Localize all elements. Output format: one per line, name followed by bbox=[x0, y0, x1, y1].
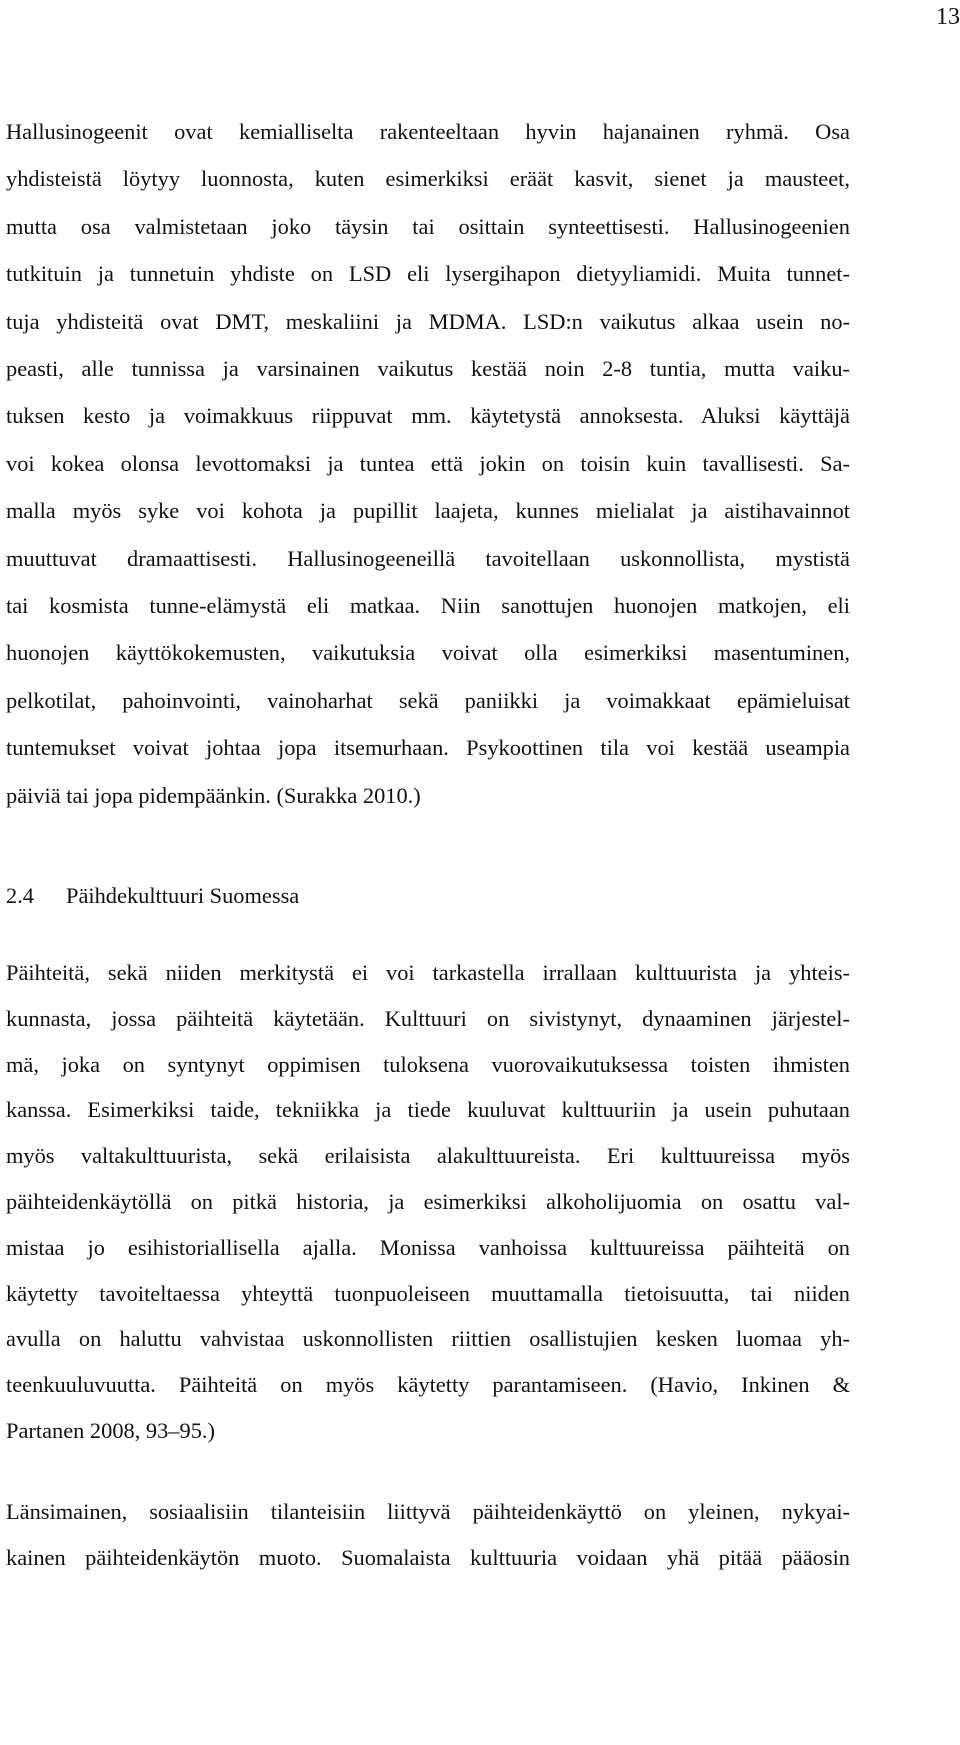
section-title: Päihdekulttuuri Suomessa bbox=[66, 883, 300, 908]
text-line: yhdisteistä löytyy luonnosta, kuten esimerkiksi eräät kasvit, sienet ja mausteet, bbox=[6, 166, 850, 192]
text-line: myös valtakulttuurista, sekä erilaisista alakulttuureista. Eri kulttuureissa myös bbox=[6, 1143, 850, 1169]
text-line: avulla on haluttu vahvistaa uskonnollisten riittien osallistujien kesken luomaa yh- bbox=[6, 1326, 850, 1352]
text-line: mistaa jo esihistoriallisella ajalla. Monissa vanhoissa kulttuureissa päihteitä on bbox=[6, 1234, 850, 1260]
text-line: kunnasta, jossa päihteitä käytetään. Kulttuuri on sivistynyt, dynaaminen järjestel- bbox=[6, 1005, 850, 1031]
text-line: päiviä tai jopa pidempäänkin. (Surakka 2010.) bbox=[6, 782, 421, 808]
text-line: malla myös syke voi kohota ja pupillit laajeta, kunnes mielialat ja aistihavainnot bbox=[6, 498, 850, 524]
text-line: tai kosmista tunne-elämystä eli matkaa. Niin sanottujen huonojen matkojen, eli bbox=[6, 593, 850, 619]
text-line: tutkituin ja tunnetuin yhdiste on LSD eli lysergihapon dietyyliamidi. Muita tunnet- bbox=[6, 261, 850, 287]
text-line: voi kokea olonsa levottomaksi ja tuntea että jokin on toisin kuin tavallisesti. Sa- bbox=[6, 450, 850, 476]
body-paragraph-3 bbox=[6, 1489, 850, 1581]
paragraph-text bbox=[6, 1489, 850, 1581]
paragraph-text bbox=[6, 950, 850, 1454]
text-line: Hallusinogeenit ovat kemialliselta rakenteeltaan hyvin hajanainen ryhmä. Osa bbox=[6, 119, 850, 144]
paragraph-text bbox=[6, 108, 850, 819]
text-line: tuntemukset voivat johtaa jopa itsemurhaan. Psykoottinen tila voi kestää useampia bbox=[6, 735, 850, 761]
text-line: Päihteitä, sekä niiden merkitystä ei voi tarkastella irrallaan kulttuurista ja yhteis- bbox=[6, 960, 850, 985]
text-line: mä, joka on syntynyt oppimisen tuloksena vuorovaikutuksessa toisten ihmisten bbox=[6, 1051, 850, 1077]
text-line: käytetty tavoiteltaessa yhteyttä tuonpuoleiseen muuttamalla tietoisuutta, tai niiden bbox=[6, 1280, 850, 1306]
section-heading bbox=[6, 874, 299, 918]
text-line: Länsimainen, sosiaalisiin tilanteisiin liittyvä päihteidenkäyttö on yleinen, nykyai- bbox=[6, 1499, 850, 1524]
text-line: kainen päihteidenkäytön muoto. Suomalaista kulttuuria voidaan yhä pitää pääosin bbox=[6, 1544, 850, 1570]
section-number: 2.4 bbox=[6, 883, 34, 908]
text-line: peasti, alle tunnissa ja varsinainen vaikutus kestää noin 2-8 tuntia, mutta vaiku- bbox=[6, 356, 850, 382]
text-line: huonojen käyttökokemusten, vaikutuksia voivat olla esimerkiksi masentuminen, bbox=[6, 640, 850, 666]
text-line: tuja yhdisteitä ovat DMT, meskaliini ja MDMA. LSD:n vaikutus alkaa usein no- bbox=[6, 308, 850, 334]
text-line: teenkuuluvuutta. Päihteitä on myös käytetty parantamiseen. (Havio, Inkinen & bbox=[6, 1372, 850, 1398]
text-line: päihteidenkäytöllä on pitkä historia, ja esimerkiksi alkoholijuomia on osattu val- bbox=[6, 1188, 850, 1214]
text-line: muuttuvat dramaattisesti. Hallusinogeeneillä tavoitellaan uskonnollista, mystistä bbox=[6, 545, 850, 571]
text-line: mutta osa valmistetaan joko täysin tai osittain synteettisesti. Hallusinogeenien bbox=[6, 213, 850, 239]
text-line: Partanen 2008, 93–95.) bbox=[6, 1417, 215, 1443]
page-number: 13 bbox=[936, 4, 960, 30]
text-line: kanssa. Esimerkiksi taide, tekniikka ja tiede kuuluvat kulttuuriin ja usein puhutaan bbox=[6, 1097, 850, 1123]
body-paragraph-1 bbox=[6, 108, 850, 819]
text-line: tuksen kesto ja voimakkuus riippuvat mm. käytetystä annoksesta. Aluksi käyttäjä bbox=[6, 403, 850, 429]
text-line: pelkotilat, pahoinvointi, vainoharhat sekä paniikki ja voimakkaat epämieluisat bbox=[6, 687, 850, 713]
body-paragraph-2 bbox=[6, 950, 850, 1454]
